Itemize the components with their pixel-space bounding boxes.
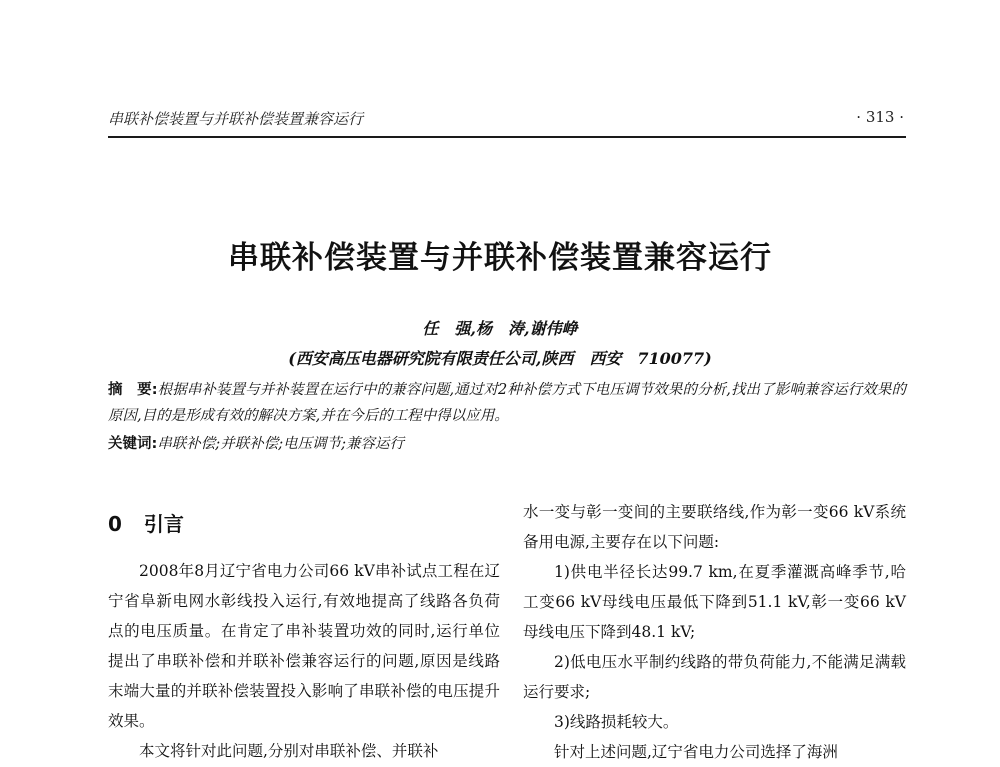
page-number: · 313 · bbox=[856, 108, 904, 126]
section-title: 引言 bbox=[143, 512, 184, 536]
abstract bbox=[108, 377, 906, 429]
paragraph: 针对上述问题,辽宁省电力公司选择了海洲 bbox=[554, 743, 838, 761]
paper-title: 串联补偿装置与并联补偿装置兼容运行 bbox=[228, 240, 772, 276]
keywords-label: 关键词: bbox=[108, 436, 158, 452]
header-rule bbox=[108, 136, 906, 138]
paragraph: 2008年8月辽宁省电力公司66 kV串补试点工程在辽宁省阜新电网水彰线投入运行,有效地提高了线路各负荷点的电压质量。在肯定了串补装置功效的同时,运行单位提出了串联补偿和并联补偿兼容运行的问题,原因是线路末端大量的并联补偿装置投入影响了串联补偿的电压提升效果。 bbox=[108, 562, 500, 730]
abstract-label: 摘 要: bbox=[108, 382, 158, 398]
abstract-text: 根据串补装置与并补装置在运行中的兼容问题,通过对2种补偿方式下电压调节效果的分析,找出了影响兼容运行效果的原因,目的是形成有效的解决方案,并在今后的工程中得以应用。 bbox=[108, 382, 906, 424]
paragraph: 2)低电压水平制约线路的带负荷能力,不能满足满载运行要求; bbox=[523, 653, 906, 701]
keywords bbox=[108, 431, 906, 457]
authors: 任 强,杨 涛,谢伟峥 bbox=[422, 319, 578, 338]
paragraph: 3)线路损耗较大。 bbox=[554, 713, 679, 731]
running-head-title: 串联补偿装置与并联补偿装置兼容运行 bbox=[108, 110, 364, 128]
paragraph: 1)供电半径长达99.7 km,在夏季灌溉高峰季节,哈工变66 kV母线电压最低下降到51.1 kV,彰一变66 kV母线电压下降到48.1 kV; bbox=[523, 563, 906, 641]
running-head bbox=[108, 108, 904, 132]
section-heading bbox=[108, 508, 184, 537]
keywords-text: 串联补偿;并联补偿;电压调节;兼容运行 bbox=[157, 436, 404, 452]
paragraph: 水一变与彰一变间的主要联络线,作为彰一变66 kV系统备用电源,主要存在以下问题: bbox=[523, 503, 906, 551]
affiliation: (西安高压电器研究院有限责任公司,陕西 西安 710077) bbox=[288, 349, 712, 368]
paragraph: 本文将针对此问题,分别对串联补偿、并联补 bbox=[139, 742, 439, 760]
section-number: 0 bbox=[108, 512, 122, 536]
left-column bbox=[108, 556, 500, 766]
right-column bbox=[523, 497, 906, 767]
